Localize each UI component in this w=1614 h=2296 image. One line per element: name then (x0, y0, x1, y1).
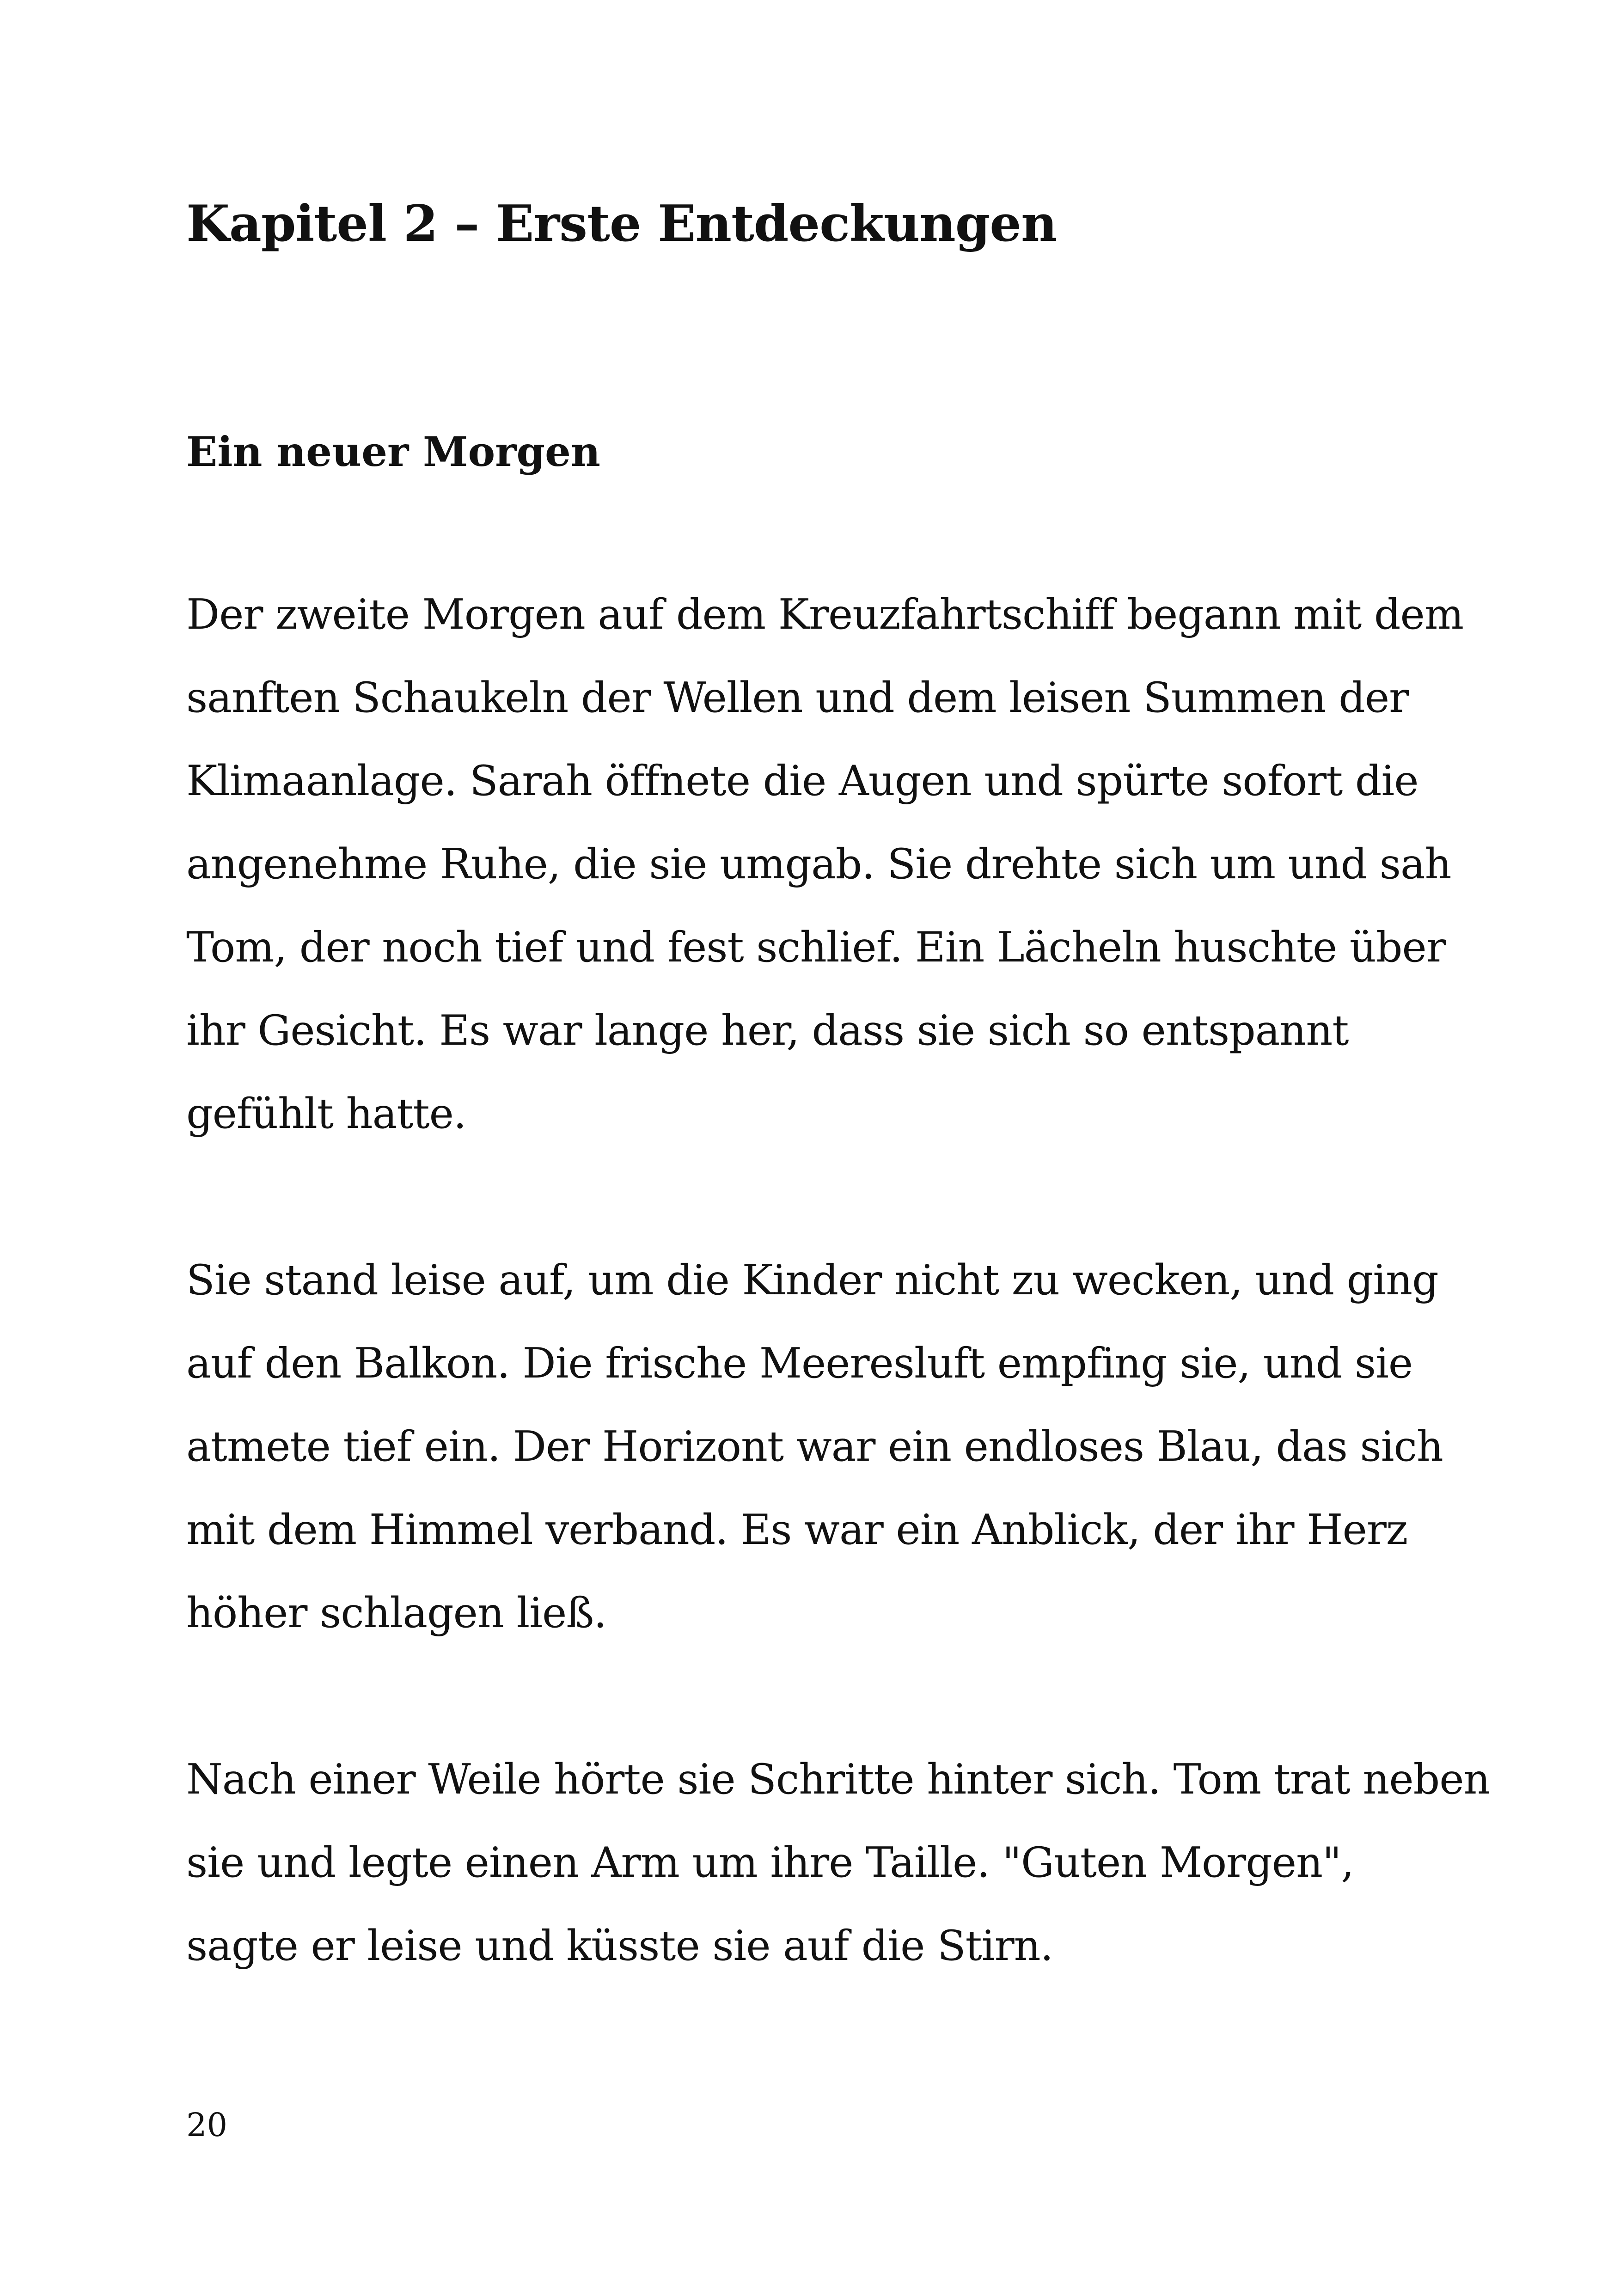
text-line: höher schlagen ließ. (186, 1589, 607, 1637)
text-line: Klimaanlage. Sarah öffnete die Augen und spürte sofort die (186, 757, 1418, 805)
body-text (186, 573, 1490, 2071)
chapter-title: Kapitel 2 – Erste Entdeckungen (186, 195, 1057, 253)
text-line: angenehme Ruhe, die sie umgab. Sie drehte sich um und sah (186, 840, 1451, 888)
text-line: Der zweite Morgen auf dem Kreuzfahrtschiff begann mit dem (186, 590, 1464, 639)
text-line: ihr Gesicht. Es war lange her, dass sie sich so entspannt (186, 1006, 1349, 1055)
text-line: Nach einer Weile hörte sie Schritte hinter sich. Tom trat neben (186, 1755, 1490, 1804)
text-line: mit dem Himmel verband. Es war ein Anblick, der ihr Herz (186, 1506, 1408, 1554)
paragraph (186, 1738, 1490, 1988)
paragraph (186, 573, 1462, 1156)
text-line: Sie stand leise auf, um die Kinder nicht zu wecken, und ging (186, 1256, 1438, 1304)
page-number: 20 (186, 2106, 228, 2144)
text-line: gefühlt hatte. (186, 1090, 466, 1138)
text-line: auf den Balkon. Die frische Meeresluft empfing sie, und sie (186, 1339, 1413, 1388)
text-line: sie und legte einen Arm um ihre Taille. "Guten Morgen", (186, 1838, 1354, 1887)
text-line: sagte er leise und küsste sie auf die Stirn. (186, 1922, 1053, 1970)
text-line: atmete tief ein. Der Horizont war ein endloses Blau, das sich (186, 1422, 1443, 1471)
text-line: Tom, der noch tief und fest schlief. Ein Lächeln huschte über (186, 923, 1446, 972)
paragraph (186, 1239, 1462, 1655)
section-title: Ein neuer Morgen (186, 428, 601, 476)
text-line: sanften Schaukeln der Wellen und dem leisen Summen der (186, 673, 1409, 722)
